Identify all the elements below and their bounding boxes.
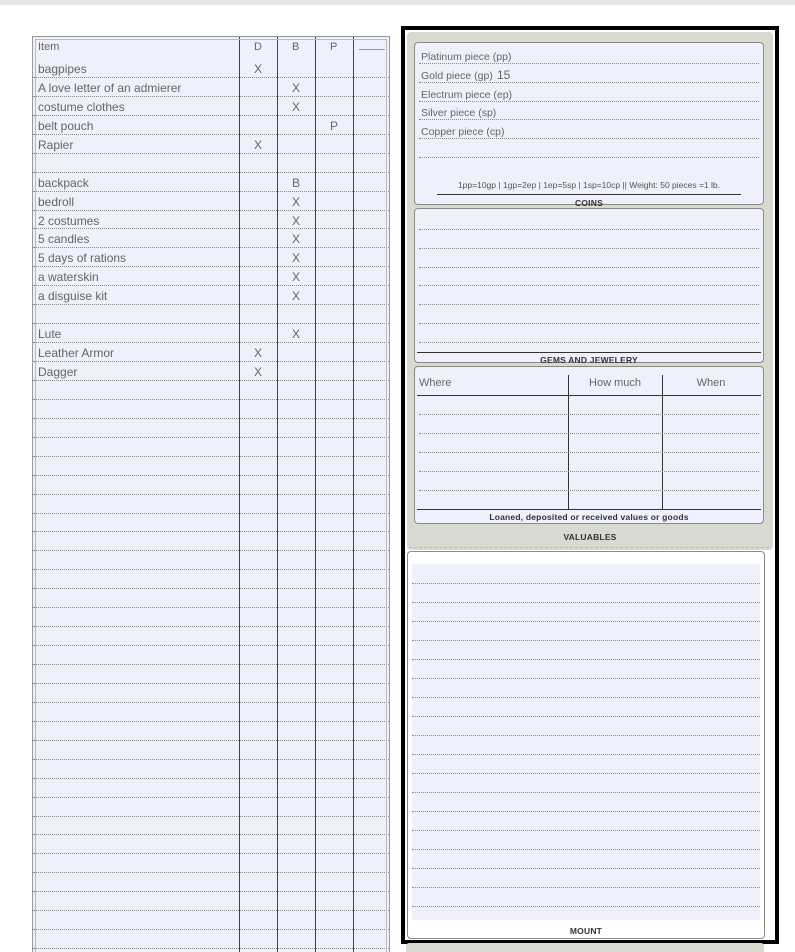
inventory-row[interactable] <box>33 173 389 192</box>
inventory-cell-item: Lute <box>38 327 62 342</box>
inventory-cell-item: 5 candles <box>38 232 90 247</box>
valuables-divider <box>662 375 663 509</box>
mount-line[interactable] <box>412 640 760 641</box>
inventory-cell-b: B <box>292 175 301 190</box>
gems-box <box>414 208 764 363</box>
inventory-row[interactable] <box>33 608 389 627</box>
inventory-cell-b: X <box>292 232 301 247</box>
mount-line[interactable] <box>412 887 760 888</box>
inventory-row[interactable] <box>33 457 389 476</box>
header-b: B <box>292 41 300 53</box>
coins-title: COINS <box>575 198 603 208</box>
inventory-cell-d: X <box>254 346 263 361</box>
inventory-row[interactable] <box>33 817 389 836</box>
inventory-cell-item: Dagger <box>38 365 78 379</box>
mount-lines <box>412 564 760 920</box>
header-d: D <box>254 41 262 53</box>
mount-title: MOUNT <box>569 926 603 936</box>
inventory-row[interactable] <box>33 779 389 798</box>
valuables-box <box>414 366 764 524</box>
mount-line[interactable] <box>412 811 760 812</box>
inventory-cell-b: X <box>292 270 301 285</box>
next-panel-edge <box>406 943 764 952</box>
coin-label-silver: Silver piece (sp) <box>421 107 497 119</box>
mount-line[interactable] <box>412 830 760 831</box>
mount-line[interactable] <box>412 849 760 850</box>
inventory-row[interactable] <box>33 589 389 608</box>
header-item: Item <box>38 41 60 53</box>
inventory-row[interactable] <box>33 703 389 722</box>
inventory-row[interactable] <box>33 665 389 684</box>
inventory-row[interactable] <box>33 267 389 286</box>
inventory-cell-item: a disguise kit <box>38 289 108 304</box>
inventory-row[interactable] <box>33 59 389 78</box>
valuables-header-how-much: How much <box>589 377 641 389</box>
mount-line[interactable] <box>412 602 760 603</box>
coin-label-copper: Copper piece (cp) <box>421 126 505 138</box>
coin-label-platinum: Platinum piece (pp) <box>421 51 512 63</box>
inventory-row[interactable] <box>33 684 389 703</box>
mount-box <box>407 551 765 939</box>
inventory-row[interactable] <box>33 438 389 457</box>
inventory-cell-item: Leather Armor <box>38 346 115 361</box>
inventory-row[interactable] <box>33 551 389 570</box>
mount-line[interactable] <box>412 621 760 622</box>
inventory-cell-item: backpack <box>38 175 89 190</box>
coins-box <box>414 42 764 208</box>
inventory-row[interactable] <box>33 192 389 211</box>
mount-line[interactable] <box>412 659 760 660</box>
valuables-subtitle: Loaned, deposited or received values or goods <box>489 512 689 522</box>
inventory-row[interactable] <box>33 627 389 646</box>
mount-line[interactable] <box>412 868 760 869</box>
inventory-row[interactable] <box>33 930 389 949</box>
inventory-cell-b: X <box>292 80 301 95</box>
inventory-row[interactable] <box>33 135 389 154</box>
inventory-row[interactable] <box>33 854 389 873</box>
inventory-row[interactable] <box>33 343 389 362</box>
valuables-divider <box>568 375 569 509</box>
inventory-cell-d: X <box>254 365 263 379</box>
inventory-cell-b: X <box>292 327 301 342</box>
inventory-row[interactable] <box>33 211 389 230</box>
inventory-row[interactable] <box>33 722 389 741</box>
inventory-row[interactable] <box>33 798 389 817</box>
inventory-row[interactable] <box>33 646 389 665</box>
inventory-row[interactable] <box>33 362 389 381</box>
inventory-row[interactable] <box>33 305 389 324</box>
inventory-cell-item: bagpipes <box>38 62 87 76</box>
inventory-cell-b: X <box>292 99 301 114</box>
mount-line[interactable] <box>412 716 760 717</box>
inventory-cell-item: belt pouch <box>38 118 94 133</box>
inventory-cell-d: X <box>254 137 263 152</box>
inventory-row[interactable] <box>33 286 389 305</box>
inventory-row[interactable] <box>33 229 389 248</box>
inventory-cell-b: X <box>292 213 301 228</box>
inventory-cell-item: a waterskin <box>38 270 99 285</box>
coin-label-electrum: Electrum piece (ep) <box>421 89 513 101</box>
inventory-cell-b: X <box>292 194 301 209</box>
inventory-row[interactable] <box>33 419 389 438</box>
valuables-header-where: Where <box>419 377 452 389</box>
mount-line[interactable] <box>412 773 760 774</box>
inventory-rows <box>33 59 389 952</box>
inventory-row[interactable] <box>33 892 389 911</box>
inventory-row[interactable] <box>33 116 389 135</box>
mount-line[interactable] <box>412 792 760 793</box>
mount-line[interactable] <box>412 583 760 584</box>
inventory-cell-item: 2 costumes <box>38 213 100 228</box>
header-blank-line <box>359 49 385 50</box>
inventory-cell-item: bedroll <box>38 194 75 209</box>
inventory-table <box>32 36 390 952</box>
valuables-header-when: When <box>696 377 726 389</box>
inventory-row[interactable] <box>33 911 389 930</box>
inventory-cell-d: X <box>254 62 263 76</box>
inventory-row[interactable] <box>33 873 389 892</box>
inventory-row[interactable] <box>33 495 389 514</box>
inventory-row[interactable] <box>33 570 389 589</box>
inventory-cell-b: X <box>292 289 301 304</box>
mount-line[interactable] <box>412 697 760 698</box>
mount-line[interactable] <box>412 754 760 755</box>
coin-value-gold[interactable]: 15 <box>497 68 511 82</box>
inventory-row[interactable] <box>33 97 389 116</box>
mount-line[interactable] <box>412 735 760 736</box>
mount-line[interactable] <box>412 906 760 907</box>
inventory-row[interactable] <box>33 741 389 760</box>
inventory-cell-item: costume clothes <box>38 99 125 114</box>
inventory-row[interactable] <box>33 381 389 400</box>
gems-title: GEMS AND JEWELERY <box>540 355 638 365</box>
mount-line[interactable] <box>412 678 760 679</box>
viewer-top-bar <box>0 0 795 5</box>
inventory-row[interactable] <box>33 400 389 419</box>
inventory-row[interactable] <box>33 248 389 267</box>
inventory-row[interactable] <box>33 835 389 854</box>
inventory-row[interactable] <box>33 154 389 173</box>
inventory-row[interactable] <box>33 324 389 343</box>
coin-label-gold: Gold piece (gp) <box>421 70 493 82</box>
valuables-title: VALUABLES <box>563 532 617 542</box>
inventory-cell-item: Rapier <box>38 137 74 152</box>
inventory-cell-item: 5 days of rations <box>38 251 127 266</box>
inventory-row[interactable] <box>33 78 389 97</box>
inventory-header <box>33 37 389 57</box>
coin-rates-underline <box>437 194 741 195</box>
inventory-cell-p: P <box>330 118 339 133</box>
inventory-cell-item: A love letter of an admierer <box>38 80 182 95</box>
inventory-row[interactable] <box>33 514 389 533</box>
coin-exchange-rates: 1pp=10gp | 1gp=2ep | 1ep=5sp | 1sp=10cp || Weight: 50 pieces =1 lb. <box>457 180 721 190</box>
inventory-row[interactable] <box>33 760 389 779</box>
inventory-cell-b: X <box>292 251 301 266</box>
inventory-row[interactable] <box>33 476 389 495</box>
header-p: P <box>330 41 338 53</box>
dashed-divider <box>409 547 769 548</box>
inventory-row[interactable] <box>33 532 389 551</box>
